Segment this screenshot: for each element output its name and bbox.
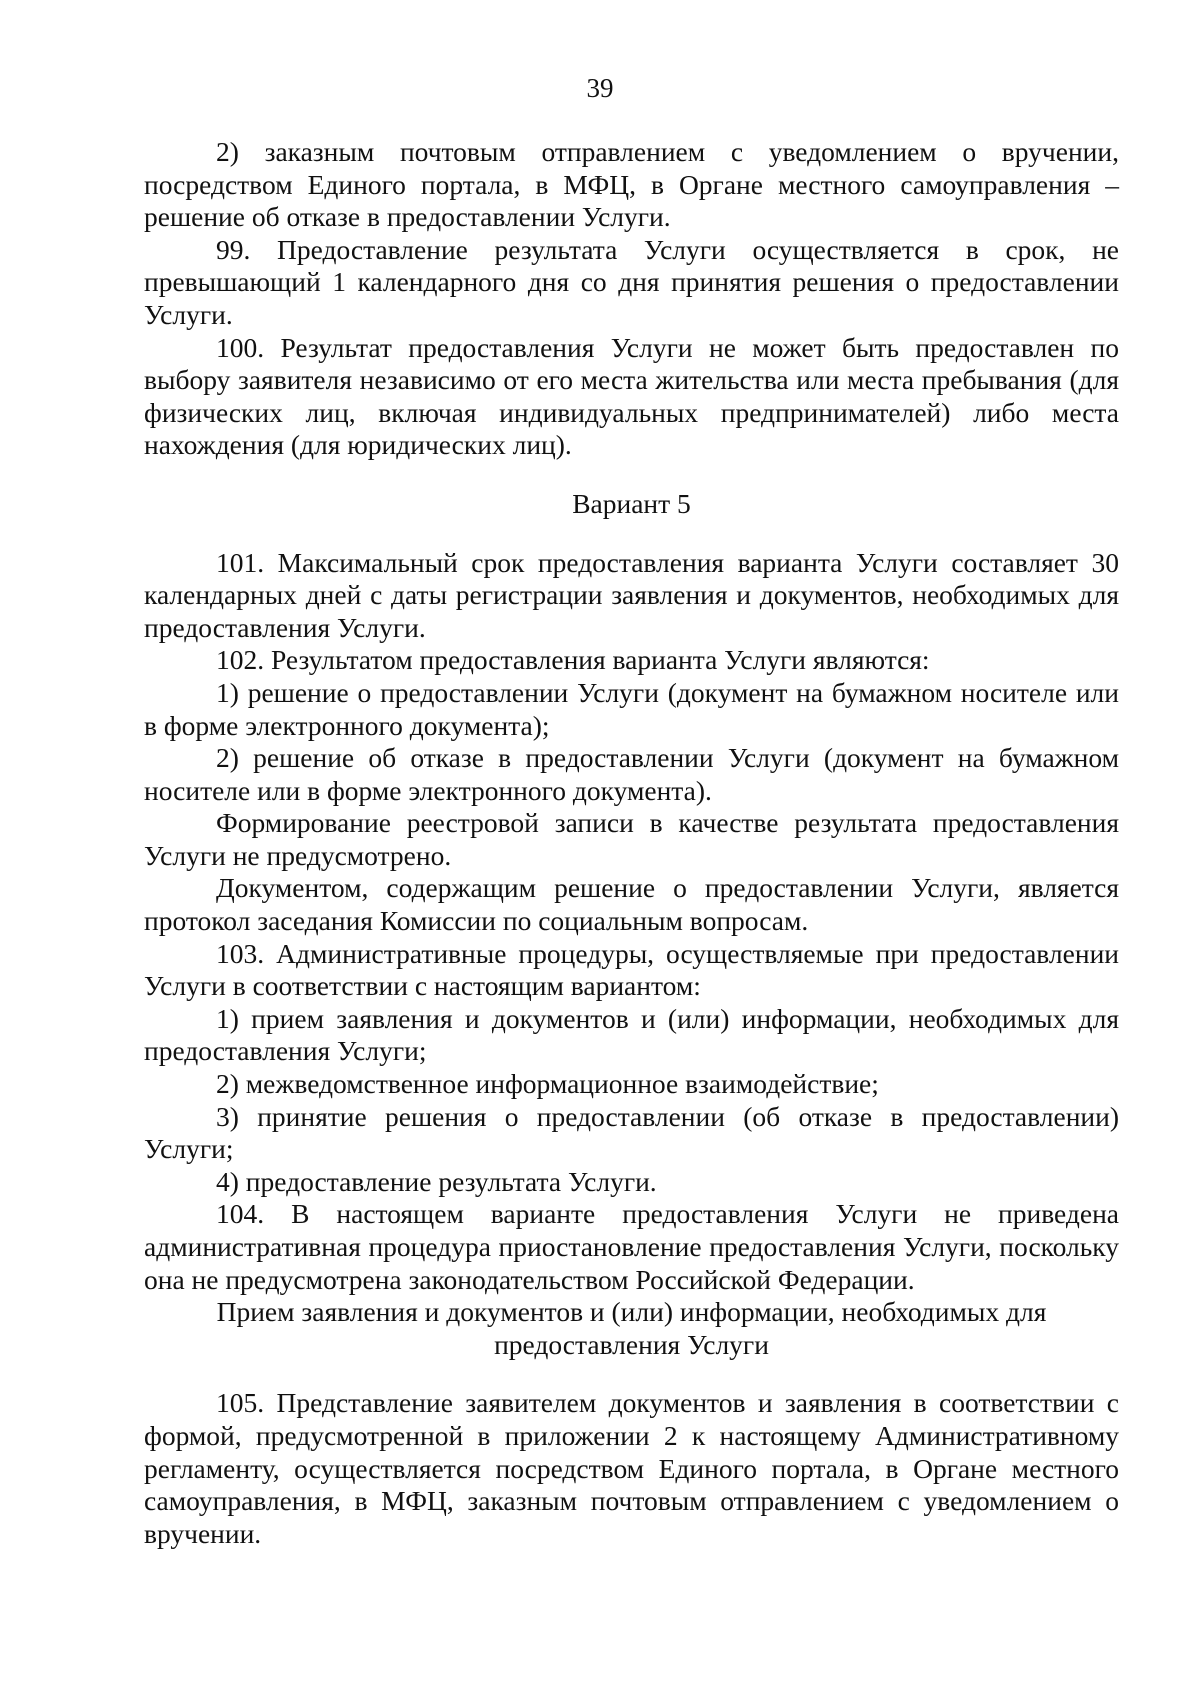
- document-body: [144, 136, 1119, 1550]
- paragraph-102-document: Документом, содержащим решение о предоставлении Услуги, является протокол заседания Комиссии по социальным вопросам.: [144, 872, 1119, 937]
- paragraph-99: 99. Предоставление результата Услуги осуществляется в срок, не превышающий 1 календарного дня со дня принятия решения о предоставлении Услуги.: [144, 233, 1119, 330]
- paragraph-105: 105. Представление заявителем документов и заявления в соответствии с формой, предусмотренной в приложении 2 к настоящему Административному регламенту, осуществляется посредством Единого портала, в Органе местного самоуправления, в МФЦ, заказным почтовым отправлением с уведомлением о вручении.: [144, 1387, 1119, 1549]
- paragraph-98-2: 2) заказным почтовым отправлением с уведомлением о вручении, посредством Единого портала, в МФЦ, в Органе местного самоуправления – решение об отказе в предоставлении Услуги.: [144, 136, 1119, 233]
- paragraph-102-item-1: 1) решение о предоставлении Услуги (документ на бумажном носителе или в форме электронного документа);: [144, 676, 1119, 741]
- page-number: 39: [586, 73, 614, 103]
- paragraph-102: 102. Результатом предоставления варианта Услуги являются:: [216, 644, 930, 676]
- paragraph-103-item-4: 4) предоставление результата Услуги.: [216, 1165, 657, 1197]
- paragraph-103-item-3: 3) принятие решения о предоставлении (об отказе в предоставлении) Услуги;: [144, 1100, 1119, 1165]
- paragraph-101: 101. Максимальный срок предоставления варианта Услуги составляет 30 календарных дней с даты регистрации заявления и документов, необходимых для предоставления Услуги.: [144, 546, 1119, 643]
- paragraph-103: 103. Административные процедуры, осуществляемые при предоставлении Услуги в соответствии с настоящим вариантом:: [144, 937, 1119, 1002]
- paragraph-102-registry: Формирование реестровой записи в качестве результата предоставления Услуги не предусмотрено.: [144, 807, 1119, 871]
- section-heading: Прием заявления и документов и (или) информации, необходимых для предоставления Услуги: [216, 1296, 1047, 1360]
- paragraph-103-item-1: 1) прием заявления и документов и (или) информации, необходимых для предоставления Услуги;: [144, 1002, 1119, 1067]
- paragraph-103-item-2: 2) межведомственное информационное взаимодействие;: [216, 1068, 879, 1100]
- paragraph-102-item-2: 2) решение об отказе в предоставлении Услуги (документ на бумажном носителе или в форме электронного документа).: [144, 742, 1119, 806]
- paragraph-100: 100. Результат предоставления Услуги не может быть предоставлен по выбору заявителя независимо от его места жительства или места пребывания (для физических лиц, включая индивидуальных предпринимателей) либо места нахождения (для юридических лиц).: [144, 331, 1119, 461]
- paragraph-104: 104. В настоящем варианте предоставления Услуги не приведена административная процедура приостановление предоставления Услуги, поскольку она не предусмотрена законодательством Российской Федерации.: [144, 1198, 1119, 1295]
- variant-heading: Вариант 5: [572, 487, 691, 519]
